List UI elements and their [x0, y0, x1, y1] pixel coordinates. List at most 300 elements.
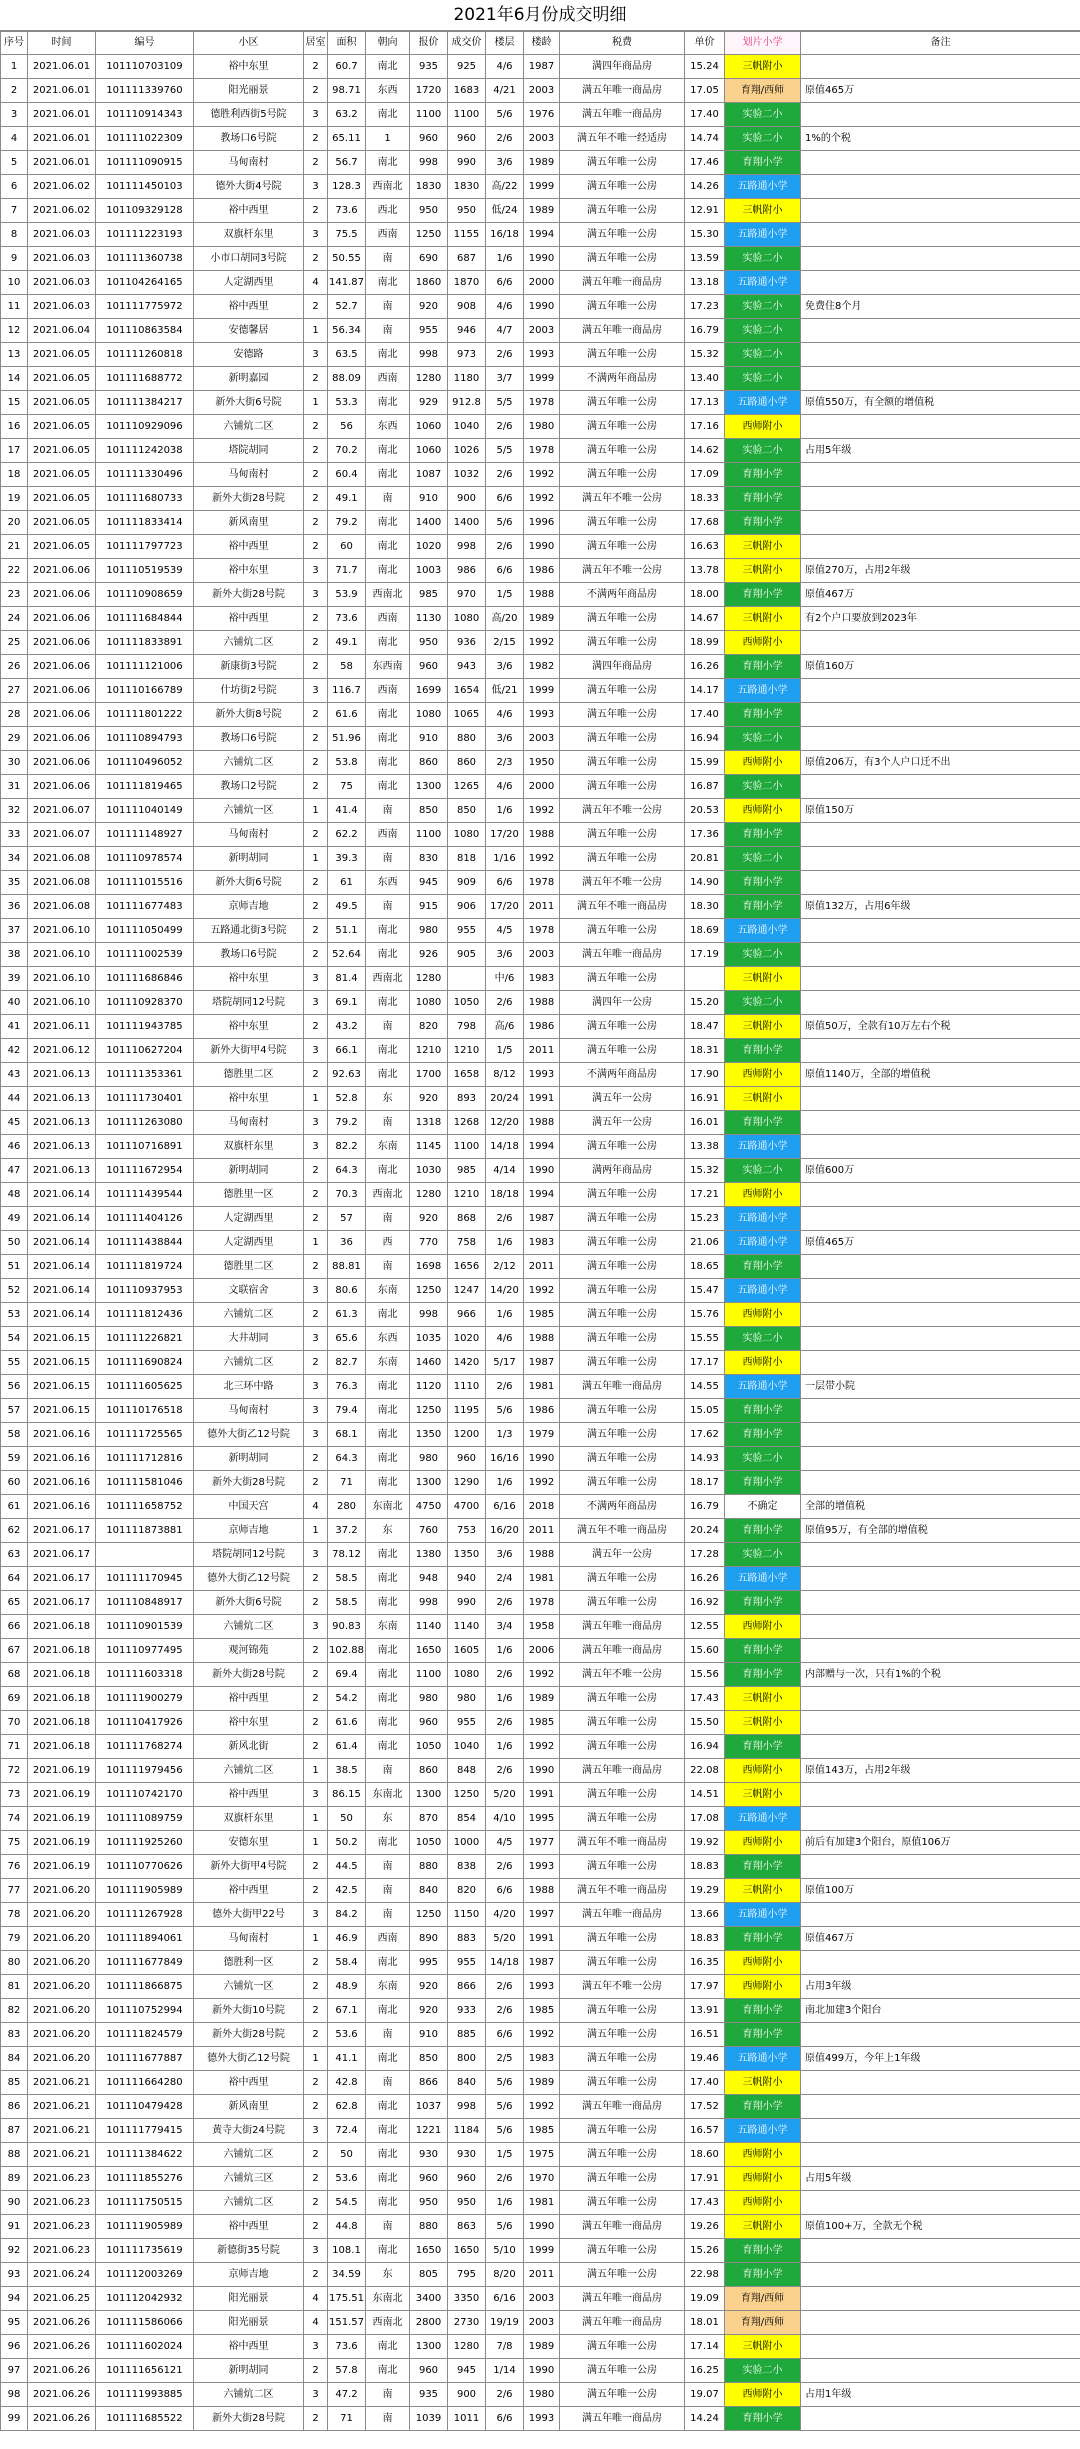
cell-id: 101111656121: [96, 2359, 194, 2383]
cell-id: 101111677887: [96, 2047, 194, 2071]
cell-floor: 4/5: [486, 1831, 524, 1855]
cell-school: 西师附小: [725, 751, 801, 775]
table-row: [1, 1063, 1080, 1087]
cell-rooms: 1: [304, 1759, 328, 1783]
cell-id: 101111439544: [96, 1183, 194, 1207]
cell-school: 三帆附小: [725, 199, 801, 223]
cell-rooms: 2: [304, 1159, 328, 1183]
cell-orientation: 南北: [366, 1399, 410, 1423]
cell-tax: 满五年唯一商品房: [560, 2407, 685, 2431]
cell-index: 29: [1, 727, 28, 751]
cell-rooms: 2: [304, 823, 328, 847]
cell-tax: 满五年不唯一商品房: [560, 1519, 685, 1543]
cell-deal-price: 854: [448, 1807, 486, 1831]
cell-community: 新外大街28号院: [194, 1471, 304, 1495]
cell-build-year: 1994: [524, 223, 560, 247]
cell-build-year: 1992: [524, 2095, 560, 2119]
cell-deal-price: 795: [448, 2263, 486, 2287]
cell-deal-price: 1032: [448, 463, 486, 487]
cell-orientation: 南北: [366, 1063, 410, 1087]
cell-date: 2021.06.01: [28, 127, 96, 151]
cell-index: 59: [1, 1447, 28, 1471]
cell-tax: 满五年唯一商品房: [560, 1903, 685, 1927]
table-row: [1, 967, 1080, 991]
cell-floor: 2/6: [486, 2167, 524, 2191]
header-orientation: 朝向: [366, 32, 410, 55]
cell-deal-price: 1026: [448, 439, 486, 463]
cell-community: 双旗杆东里: [194, 1807, 304, 1831]
table-row: [1, 2071, 1080, 2095]
cell-asking-price: 1830: [410, 175, 448, 199]
cell-school: 西师附小: [725, 1951, 801, 1975]
cell-asking-price: 1080: [410, 991, 448, 1015]
cell-deal-price: 980: [448, 1687, 486, 1711]
cell-deal-price: 1210: [448, 1039, 486, 1063]
cell-floor: 2/6: [486, 2383, 524, 2407]
cell-date: 2021.06.06: [28, 679, 96, 703]
cell-asking-price: 1300: [410, 775, 448, 799]
cell-unit-price: 15.50: [685, 1711, 725, 1735]
cell-asking-price: 860: [410, 1759, 448, 1783]
cell-school: 三帆附小: [725, 2215, 801, 2239]
cell-build-year: 1991: [524, 1087, 560, 1111]
cell-unit-price: 16.57: [685, 2119, 725, 2143]
cell-area: 65.11: [328, 127, 366, 151]
cell-community: 五路通北街3号院: [194, 919, 304, 943]
cell-build-year: 2018: [524, 1495, 560, 1519]
table-row: [1, 1711, 1080, 1735]
cell-school: 西师附小: [725, 2191, 801, 2215]
cell-build-year: 1999: [524, 367, 560, 391]
cell-remarks: [801, 511, 1080, 535]
cell-date: 2021.06.06: [28, 559, 96, 583]
cell-community: 新德街35号院: [194, 2239, 304, 2263]
table-row: [1, 1543, 1080, 1567]
cell-tax: 满四年商品房: [560, 55, 685, 79]
cell-floor: 2/6: [486, 1999, 524, 2023]
cell-tax: 满五年唯一公房: [560, 751, 685, 775]
cell-id: 101110937953: [96, 1279, 194, 1303]
cell-unit-price: 14.67: [685, 607, 725, 631]
cell-unit-price: 16.79: [685, 319, 725, 343]
table-row: [1, 1471, 1080, 1495]
cell-tax: 满五年唯一公房: [560, 2167, 685, 2191]
cell-index: 73: [1, 1783, 28, 1807]
cell-community: 新明嘉园: [194, 367, 304, 391]
cell-index: 79: [1, 1927, 28, 1951]
cell-remarks: [801, 1183, 1080, 1207]
cell-index: 65: [1, 1591, 28, 1615]
cell-tax: 满五年唯一公房: [560, 2071, 685, 2095]
table-row: [1, 2335, 1080, 2359]
cell-asking-price: 910: [410, 727, 448, 751]
cell-deal-price: 960: [448, 2167, 486, 2191]
cell-floor: 高/20: [486, 607, 524, 631]
cell-unit-price: 12.91: [685, 199, 725, 223]
cell-date: 2021.06.05: [28, 511, 96, 535]
cell-area: 43.2: [328, 1015, 366, 1039]
cell-asking-price: 960: [410, 2359, 448, 2383]
cell-school: 育翔小学: [725, 2263, 801, 2287]
cell-school: 三帆附小: [725, 1879, 801, 1903]
table-row: [1, 559, 1080, 583]
cell-orientation: 南北: [366, 1639, 410, 1663]
cell-unit-price: 17.09: [685, 463, 725, 487]
cell-tax: 满五年唯一商品房: [560, 1375, 685, 1399]
cell-rooms: 1: [304, 1087, 328, 1111]
cell-community: 新明胡同: [194, 847, 304, 871]
cell-deal-price: 798: [448, 1015, 486, 1039]
cell-remarks: [801, 2407, 1080, 2431]
cell-build-year: 1981: [524, 2191, 560, 2215]
cell-area: 44.8: [328, 2215, 366, 2239]
cell-date: 2021.06.23: [28, 2215, 96, 2239]
cell-index: 62: [1, 1519, 28, 1543]
cell-floor: 2/6: [486, 1711, 524, 1735]
cell-unit-price: 15.26: [685, 2239, 725, 2263]
cell-build-year: 1985: [524, 1711, 560, 1735]
cell-school: 育翔小学: [725, 2239, 801, 2263]
cell-school: 西师附小: [725, 1975, 801, 1999]
cell-id: 101110848917: [96, 1591, 194, 1615]
cell-area: 39.3: [328, 847, 366, 871]
cell-id: 101111404126: [96, 1207, 194, 1231]
cell-id: 101111267928: [96, 1903, 194, 1927]
cell-deal-price: 1040: [448, 1735, 486, 1759]
cell-orientation: 南北: [366, 2143, 410, 2167]
table-row: [1, 751, 1080, 775]
cell-tax: 满五年唯一商品房: [560, 2311, 685, 2335]
cell-id: 101111603318: [96, 1663, 194, 1687]
cell-deal-price: 950: [448, 2191, 486, 2215]
cell-remarks: 原值95万，有全部的增值税: [801, 1519, 1080, 1543]
cell-orientation: 南: [366, 247, 410, 271]
cell-orientation: 西南: [366, 679, 410, 703]
cell-unit-price: 17.36: [685, 823, 725, 847]
cell-floor: 1/5: [486, 1039, 524, 1063]
cell-area: 90.83: [328, 1615, 366, 1639]
cell-community: 裕中西里: [194, 607, 304, 631]
cell-id: 101110417926: [96, 1711, 194, 1735]
cell-area: 60.7: [328, 55, 366, 79]
cell-deal-price: 2730: [448, 2311, 486, 2335]
cell-date: 2021.06.23: [28, 2239, 96, 2263]
cell-tax: 满五年不唯一公房: [560, 1663, 685, 1687]
cell-area: 58: [328, 655, 366, 679]
cell-id: 101111690824: [96, 1351, 194, 1375]
cell-school: 三帆附小: [725, 1087, 801, 1111]
cell-floor: 5/6: [486, 2119, 524, 2143]
cell-remarks: 内部赠与一次，只有1%的个税: [801, 1663, 1080, 1687]
cell-tax: 满五年唯一商品房: [560, 2095, 685, 2119]
cell-floor: 3/6: [486, 943, 524, 967]
cell-school: 西师附小: [725, 1351, 801, 1375]
cell-date: 2021.06.06: [28, 631, 96, 655]
cell-area: 68.1: [328, 1423, 366, 1447]
cell-index: 28: [1, 703, 28, 727]
cell-id: 101111684844: [96, 607, 194, 631]
cell-community: 新外大街28号院: [194, 1663, 304, 1687]
cell-remarks: [801, 2071, 1080, 2095]
cell-deal-price: 955: [448, 1711, 486, 1735]
cell-date: 2021.06.10: [28, 919, 96, 943]
cell-floor: 6/16: [486, 2287, 524, 2311]
header-remarks: 备注: [801, 32, 1080, 55]
cell-tax: 满五年一公房: [560, 1087, 685, 1111]
cell-school: 育翔小学: [725, 2023, 801, 2047]
cell-index: 11: [1, 295, 28, 319]
cell-index: 58: [1, 1423, 28, 1447]
cell-asking-price: 1130: [410, 607, 448, 631]
cell-community: 新外大街6号院: [194, 391, 304, 415]
table-row: [1, 391, 1080, 415]
cell-remarks: [801, 103, 1080, 127]
cell-school: 西师附小: [725, 2167, 801, 2191]
cell-asking-price: 1280: [410, 367, 448, 391]
cell-area: 58.5: [328, 1567, 366, 1591]
cell-unit-price: 15.32: [685, 343, 725, 367]
cell-floor: 14/18: [486, 1951, 524, 1975]
cell-rooms: 2: [304, 2095, 328, 2119]
cell-tax: 满五年唯一公房: [560, 2383, 685, 2407]
cell-build-year: 1993: [524, 2407, 560, 2431]
cell-floor: 6/16: [486, 1495, 524, 1519]
cell-floor: 低/21: [486, 679, 524, 703]
cell-build-year: 1985: [524, 2119, 560, 2143]
cell-remarks: [801, 1735, 1080, 1759]
cell-school: 育翔小学: [725, 151, 801, 175]
cell-rooms: 2: [304, 751, 328, 775]
cell-orientation: 南: [366, 1255, 410, 1279]
cell-remarks: [801, 2239, 1080, 2263]
cell-community: 六铺炕二区: [194, 1759, 304, 1783]
cell-tax: 满五年唯一公房: [560, 2263, 685, 2287]
cell-community: 新明胡同: [194, 1447, 304, 1471]
cell-deal-price: 1210: [448, 1183, 486, 1207]
cell-floor: 8/20: [486, 2263, 524, 2287]
cell-index: 68: [1, 1663, 28, 1687]
cell-build-year: 1950: [524, 751, 560, 775]
cell-remarks: 原值467万: [801, 583, 1080, 607]
cell-unit-price: 17.08: [685, 1807, 725, 1831]
cell-area: 70.3: [328, 1183, 366, 1207]
cell-rooms: 2: [304, 871, 328, 895]
cell-school: 五路通小学: [725, 1567, 801, 1591]
cell-community: 黄寺大街24号院: [194, 2119, 304, 2143]
cell-build-year: 1991: [524, 1927, 560, 1951]
cell-remarks: [801, 2311, 1080, 2335]
cell-asking-price: 1100: [410, 1663, 448, 1687]
cell-deal-price: 906: [448, 895, 486, 919]
cell-tax: 满五年唯一公房: [560, 607, 685, 631]
cell-unit-price: 17.62: [685, 1423, 725, 1447]
cell-rooms: 3: [304, 583, 328, 607]
cell-date: 2021.06.17: [28, 1519, 96, 1543]
cell-deal-price: 912.8: [448, 391, 486, 415]
cell-rooms: 3: [304, 175, 328, 199]
cell-area: 61.3: [328, 1303, 366, 1327]
cell-date: 2021.06.19: [28, 1855, 96, 1879]
header-tax: 税费: [560, 32, 685, 55]
header-index: 序号: [1, 32, 28, 55]
cell-build-year: 2003: [524, 727, 560, 751]
cell-date: 2021.06.14: [28, 1231, 96, 1255]
cell-deal-price: 818: [448, 847, 486, 871]
cell-index: 35: [1, 871, 28, 895]
cell-id: 101111855276: [96, 2167, 194, 2191]
table-row: [1, 607, 1080, 631]
cell-area: 50.2: [328, 1831, 366, 1855]
cell-deal-price: 990: [448, 151, 486, 175]
cell-id: 101110627204: [96, 1039, 194, 1063]
cell-area: 64.3: [328, 1447, 366, 1471]
cell-tax: 满五年唯一公房: [560, 175, 685, 199]
cell-area: 69.4: [328, 1663, 366, 1687]
cell-id: 101111900279: [96, 1687, 194, 1711]
cell-deal-price: 998: [448, 535, 486, 559]
cell-rooms: 2: [304, 1687, 328, 1711]
cell-date: 2021.06.17: [28, 1543, 96, 1567]
cell-date: 2021.06.18: [28, 1639, 96, 1663]
cell-id: 101111833414: [96, 511, 194, 535]
cell-orientation: 南北: [366, 1039, 410, 1063]
cell-area: 141.87: [328, 271, 366, 295]
cell-school: 三帆附小: [725, 559, 801, 583]
cell-floor: 2/6: [486, 127, 524, 151]
cell-date: 2021.06.10: [28, 943, 96, 967]
cell-rooms: 2: [304, 415, 328, 439]
cell-floor: 高/22: [486, 175, 524, 199]
cell-asking-price: 840: [410, 1879, 448, 1903]
table-row: [1, 1855, 1080, 1879]
cell-deal-price: 1020: [448, 1327, 486, 1351]
cell-build-year: 1981: [524, 1567, 560, 1591]
cell-floor: 2/6: [486, 1855, 524, 1879]
transactions-table: [0, 31, 1080, 2431]
cell-asking-price: 1221: [410, 2119, 448, 2143]
cell-floor: 4/10: [486, 1807, 524, 1831]
cell-orientation: 南: [366, 1855, 410, 1879]
cell-remarks: [801, 463, 1080, 487]
cell-id: 101111015516: [96, 871, 194, 895]
cell-school: 育翔小学: [725, 2095, 801, 2119]
cell-build-year: 1992: [524, 799, 560, 823]
cell-area: 73.6: [328, 607, 366, 631]
cell-asking-price: 4750: [410, 1495, 448, 1519]
cell-floor: 18/18: [486, 1183, 524, 1207]
cell-date: 2021.06.03: [28, 295, 96, 319]
cell-index: 53: [1, 1303, 28, 1327]
cell-build-year: 1992: [524, 1735, 560, 1759]
cell-orientation: 南北: [366, 2335, 410, 2359]
cell-unit-price: 17.90: [685, 1063, 725, 1087]
cell-remarks: [801, 1591, 1080, 1615]
table-row: [1, 55, 1080, 79]
cell-remarks: [801, 199, 1080, 223]
cell-community: 裕中西里: [194, 1879, 304, 1903]
cell-date: 2021.06.13: [28, 1111, 96, 1135]
cell-deal-price: 1140: [448, 1615, 486, 1639]
cell-orientation: 西北: [366, 199, 410, 223]
cell-remarks: [801, 223, 1080, 247]
cell-asking-price: 1100: [410, 823, 448, 847]
table-row: [1, 1879, 1080, 1903]
table-row: [1, 439, 1080, 463]
cell-build-year: 1983: [524, 967, 560, 991]
cell-area: 42.8: [328, 2071, 366, 2095]
cell-remarks: 原值465万: [801, 1231, 1080, 1255]
cell-deal-price: 880: [448, 727, 486, 751]
cell-deal-price: 1110: [448, 1375, 486, 1399]
cell-rooms: 2: [304, 1711, 328, 1735]
cell-area: 62.8: [328, 2095, 366, 2119]
cell-remarks: [801, 1447, 1080, 1471]
cell-date: 2021.06.06: [28, 583, 96, 607]
cell-deal-price: 943: [448, 655, 486, 679]
cell-tax: 满五年一公房: [560, 1543, 685, 1567]
cell-build-year: 1970: [524, 2167, 560, 2191]
cell-school: 育翔小学: [725, 1423, 801, 1447]
table-row: [1, 1903, 1080, 1927]
cell-deal-price: 933: [448, 1999, 486, 2023]
cell-orientation: 南北: [366, 559, 410, 583]
cell-community: 德外大街4号院: [194, 175, 304, 199]
cell-index: 43: [1, 1063, 28, 1087]
header-floor: 楼层: [486, 32, 524, 55]
cell-unit-price: 17.16: [685, 415, 725, 439]
cell-id: 101111688772: [96, 367, 194, 391]
cell-orientation: 南北: [366, 631, 410, 655]
cell-date: 2021.06.16: [28, 1423, 96, 1447]
cell-rooms: 2: [304, 439, 328, 463]
cell-date: 2021.06.01: [28, 151, 96, 175]
cell-remarks: [801, 2095, 1080, 2119]
cell-remarks: [801, 367, 1080, 391]
cell-remarks: [801, 2119, 1080, 2143]
cell-floor: 1/6: [486, 1687, 524, 1711]
cell-index: 33: [1, 823, 28, 847]
cell-index: 46: [1, 1135, 28, 1159]
table-row: [1, 175, 1080, 199]
cell-unit-price: 16.35: [685, 1951, 725, 1975]
cell-id: [96, 1543, 194, 1567]
cell-area: 86.15: [328, 1783, 366, 1807]
cell-remarks: [801, 1327, 1080, 1351]
cell-area: 73.6: [328, 199, 366, 223]
cell-index: 87: [1, 2119, 28, 2143]
cell-community: 裕中西里: [194, 295, 304, 319]
cell-orientation: 南北: [366, 535, 410, 559]
cell-floor: 2/6: [486, 1975, 524, 1999]
cell-floor: 5/20: [486, 1783, 524, 1807]
cell-date: 2021.06.20: [28, 2047, 96, 2071]
cell-floor: 5/6: [486, 2071, 524, 2095]
cell-deal-price: 909: [448, 871, 486, 895]
cell-orientation: 东西: [366, 1327, 410, 1351]
cell-date: 2021.06.15: [28, 1351, 96, 1375]
cell-id: 101110978574: [96, 847, 194, 871]
cell-area: 65.6: [328, 1327, 366, 1351]
cell-community: 安德路: [194, 343, 304, 367]
cell-build-year: 1988: [524, 991, 560, 1015]
cell-date: 2021.06.14: [28, 1183, 96, 1207]
cell-build-year: 1991: [524, 1783, 560, 1807]
cell-deal-price: 1268: [448, 1111, 486, 1135]
cell-orientation: 南北: [366, 919, 410, 943]
cell-id: 101110703109: [96, 55, 194, 79]
cell-unit-price: 17.28: [685, 1543, 725, 1567]
cell-school: 实验二小: [725, 2359, 801, 2383]
